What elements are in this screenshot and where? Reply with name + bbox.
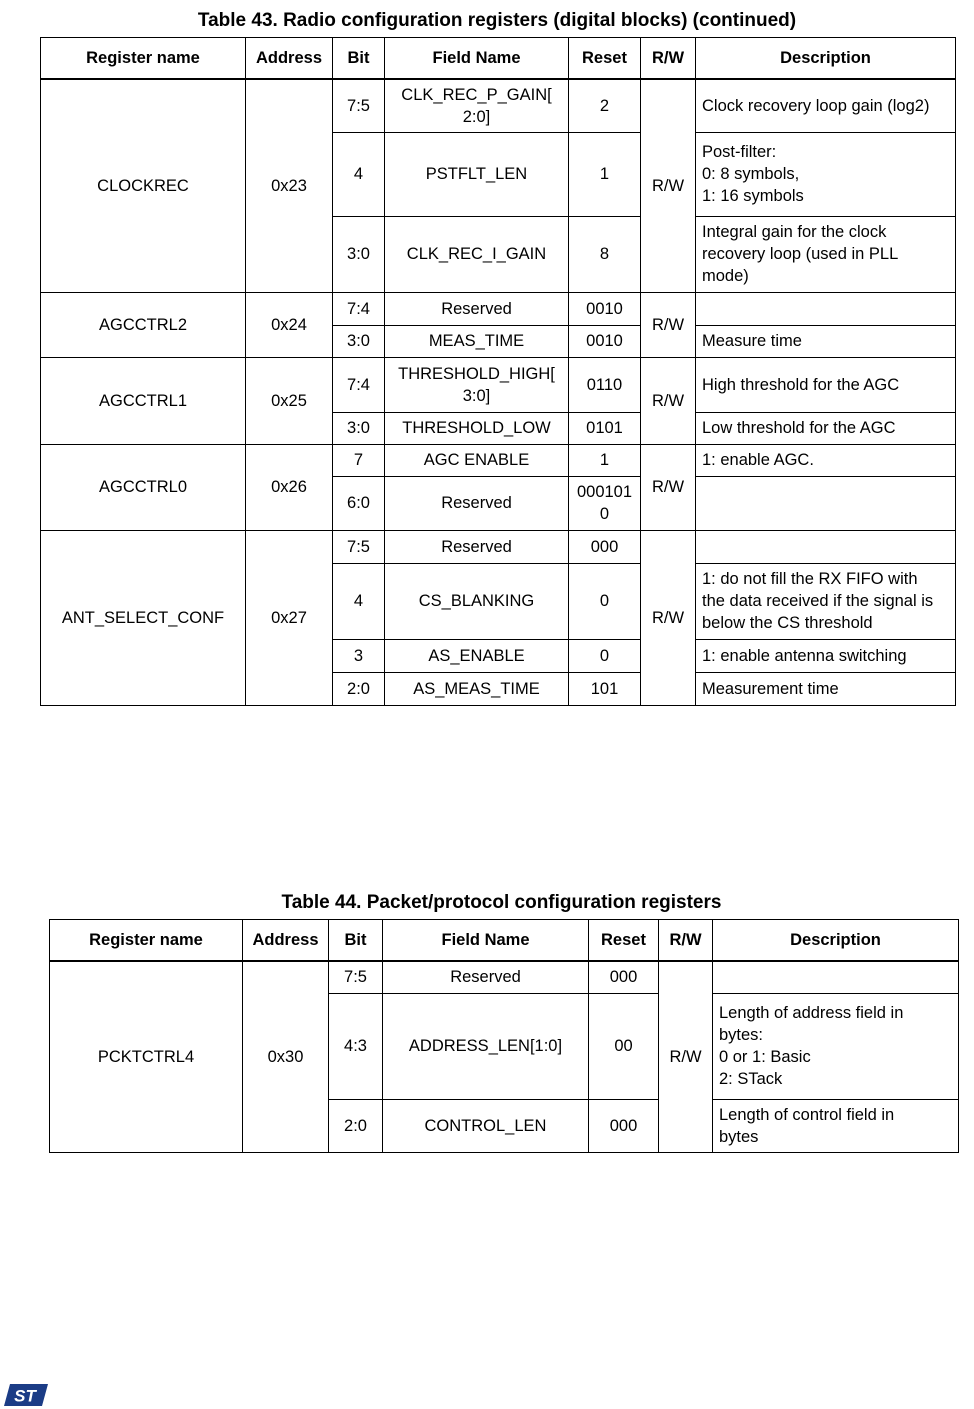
bit-cell: 7:4 [333,292,385,325]
cell-line: Reserved [441,494,512,512]
reset-cell [569,216,641,292]
cell-line: Post-filter: [702,143,777,161]
cell-line: Length of address field in [719,1004,904,1022]
cell-line: 1: do not fill the RX FIFO with [702,570,918,588]
reset-cell [569,476,641,530]
cell-line: bytes: [719,1026,764,1044]
cell-line: ADDRESS_LEN[1:0] [408,1037,563,1055]
cell-line: AS_MEAS_TIME [413,679,540,698]
rw-cell: R/W [659,961,713,1152]
address-cell: 0x24 [246,292,333,357]
field-name-cell [385,672,569,705]
description-cell [696,292,956,325]
cell-line: 0101 [586,419,623,437]
field-name-cell [383,1099,589,1152]
bit-cell: 6:0 [333,476,385,530]
cell-line: 8 [599,245,610,263]
address-cell: 0x27 [246,530,333,705]
field-name-cell [385,216,569,292]
table-43-caption: Table 43. Radio configuration registers (digital blocks) (continued) [197,10,797,31]
cell-line: THRESHOLD_LOW [402,419,551,437]
field-name-cell [385,412,569,444]
field-name-cell [383,961,589,993]
description-cell [696,79,956,132]
table-row [41,357,956,412]
cell-line: the data received if the signal is [702,592,934,610]
field-name-cell [385,476,569,530]
cell-line: 1: 16 symbols [702,187,804,205]
register-name-cell: AGCCTRL0 [41,444,246,530]
cell-line: High threshold for the AGC [702,375,900,394]
column-header: Address [243,920,329,962]
cell-line: AS_ENABLE [428,646,525,665]
reset-cell [569,357,641,412]
cell-line: Reserved [450,968,521,987]
reset-cell [589,1099,659,1152]
reset-cell [569,530,641,563]
field-name-cell [385,444,569,476]
reset-cell [569,325,641,357]
cell-line: CS_BLANKING [418,592,535,610]
table-row [41,444,956,476]
description-cell [696,412,956,444]
cell-line: 000 [590,537,619,556]
description-cell [713,1099,959,1152]
field-name-cell [385,563,569,639]
column-header: Description [696,38,956,80]
cell-line: Reserved [441,299,512,318]
description-cell [713,993,959,1099]
description-cell [713,961,959,993]
bit-cell: 7:5 [329,961,383,993]
reset-cell [569,292,641,325]
reset-cell [569,132,641,216]
cell-line: THRESHOLD_HIGH[ [398,364,555,383]
table-44-caption: Table 44. Packet/protocol configuration registers [281,892,722,913]
rw-cell: R/W [641,444,696,530]
table-44-header-row [50,920,959,962]
cell-line: 2: STack [719,1070,783,1088]
column-header: Reset [569,38,641,80]
rw-cell: R/W [641,292,696,357]
column-header: Register name [41,38,246,80]
cell-line: 0 [599,646,610,665]
address-cell: 0x30 [243,961,329,1152]
cell-line: 000101 [576,483,633,501]
column-header: Bit [333,38,385,80]
cell-line: 1: enable antenna switching [702,646,907,665]
field-name-cell [385,79,569,132]
rw-cell: R/W [641,530,696,705]
description-cell [696,216,956,292]
cell-line: recovery loop (used in PLL [702,245,899,263]
field-name-cell [385,325,569,357]
register-name-cell: PCKTCTRL4 [50,961,243,1152]
column-header: Field Name [385,38,569,80]
bit-cell: 4:3 [329,993,383,1099]
cell-line: 000 [609,968,638,987]
description-cell [696,672,956,705]
cell-line: 0 [599,592,610,610]
cell-line: 000 [609,1116,638,1135]
cell-line: 101 [590,679,619,698]
cell-line: 1 [599,451,610,469]
cell-line: 0 or 1: Basic [719,1048,811,1066]
cell-line: 1: enable AGC. [702,451,814,469]
cell-line: 2:0] [462,107,491,126]
field-name-cell [385,292,569,325]
bit-cell: 4 [333,132,385,216]
cell-line: below the CS threshold [702,614,873,632]
column-header: Field Name [383,920,589,962]
cell-line: 1 [599,165,610,183]
cell-line: 2 [599,96,610,115]
bit-cell: 7:4 [333,357,385,412]
field-name-cell [385,639,569,672]
st-logo-icon [4,1384,48,1406]
description-cell [696,530,956,563]
column-header: Register name [50,920,243,962]
table-row [50,961,959,993]
table-43-header-row [41,38,956,80]
description-cell [696,639,956,672]
description-cell [696,357,956,412]
table-row [41,79,956,132]
description-cell [696,563,956,639]
cell-line: 3:0] [462,386,491,405]
column-header: R/W [659,920,713,962]
cell-line: Low threshold for the AGC [702,419,896,437]
cell-line: mode) [702,267,749,285]
description-cell [696,325,956,357]
cell-line: Clock recovery loop gain (log2) [702,96,930,115]
register-name-cell: AGCCTRL1 [41,357,246,444]
cell-line: PSTFLT_LEN [425,165,528,183]
cell-line: Integral gain for the clock [702,223,887,241]
description-cell [696,444,956,476]
column-header: Description [713,920,959,962]
bit-cell: 7:5 [333,79,385,132]
bit-cell: 3 [333,639,385,672]
reset-cell [589,961,659,993]
cell-line: 0: 8 symbols, [702,165,800,183]
column-header: R/W [641,38,696,80]
cell-line: Measure time [702,332,802,350]
cell-line: MEAS_TIME [428,332,525,350]
table-row [41,530,956,563]
field-name-cell [385,357,569,412]
address-cell: 0x25 [246,357,333,444]
reset-cell [569,639,641,672]
column-header: Address [246,38,333,80]
cell-line: CLK_REC_I_GAIN [406,245,547,263]
cell-line: Measurement time [702,679,839,698]
bit-cell: 7:5 [333,530,385,563]
cell-line: 0110 [586,375,623,394]
cell-line: Length of control field in [719,1105,895,1124]
st-logo-text: ST [14,1386,36,1406]
reset-cell [569,79,641,132]
bit-cell: 3:0 [333,412,385,444]
cell-line: AGC ENABLE [423,451,530,469]
address-cell: 0x26 [246,444,333,530]
register-name-cell: ANT_SELECT_CONF [41,530,246,705]
cell-line: CLK_REC_P_GAIN[ [401,85,552,104]
field-name-cell [385,132,569,216]
column-header: Reset [589,920,659,962]
reset-cell [569,563,641,639]
table-row [41,292,956,325]
bit-cell: 3:0 [333,216,385,292]
reset-cell [569,444,641,476]
bit-cell: 7 [333,444,385,476]
reset-cell [569,412,641,444]
description-cell [696,132,956,216]
cell-line: 0 [599,505,610,523]
cell-line: bytes [719,1127,759,1146]
field-name-cell [383,993,589,1099]
address-cell: 0x23 [246,79,333,292]
field-name-cell [385,530,569,563]
cell-line: 00 [614,1037,633,1055]
reset-cell [569,672,641,705]
reset-cell [589,993,659,1099]
register-name-cell: CLOCKREC [41,79,246,292]
bit-cell: 2:0 [333,672,385,705]
cell-line: 0010 [586,299,623,318]
table-43 [40,37,956,706]
cell-line: CONTROL_LEN [424,1116,547,1135]
rw-cell: R/W [641,357,696,444]
register-name-cell: AGCCTRL2 [41,292,246,357]
bit-cell: 3:0 [333,325,385,357]
column-header: Bit [329,920,383,962]
table-44 [49,919,959,1153]
rw-cell: R/W [641,79,696,292]
description-cell [696,476,956,530]
bit-cell: 2:0 [329,1099,383,1152]
bit-cell: 4 [333,563,385,639]
cell-line: Reserved [441,537,512,556]
cell-line: 0010 [586,332,623,350]
